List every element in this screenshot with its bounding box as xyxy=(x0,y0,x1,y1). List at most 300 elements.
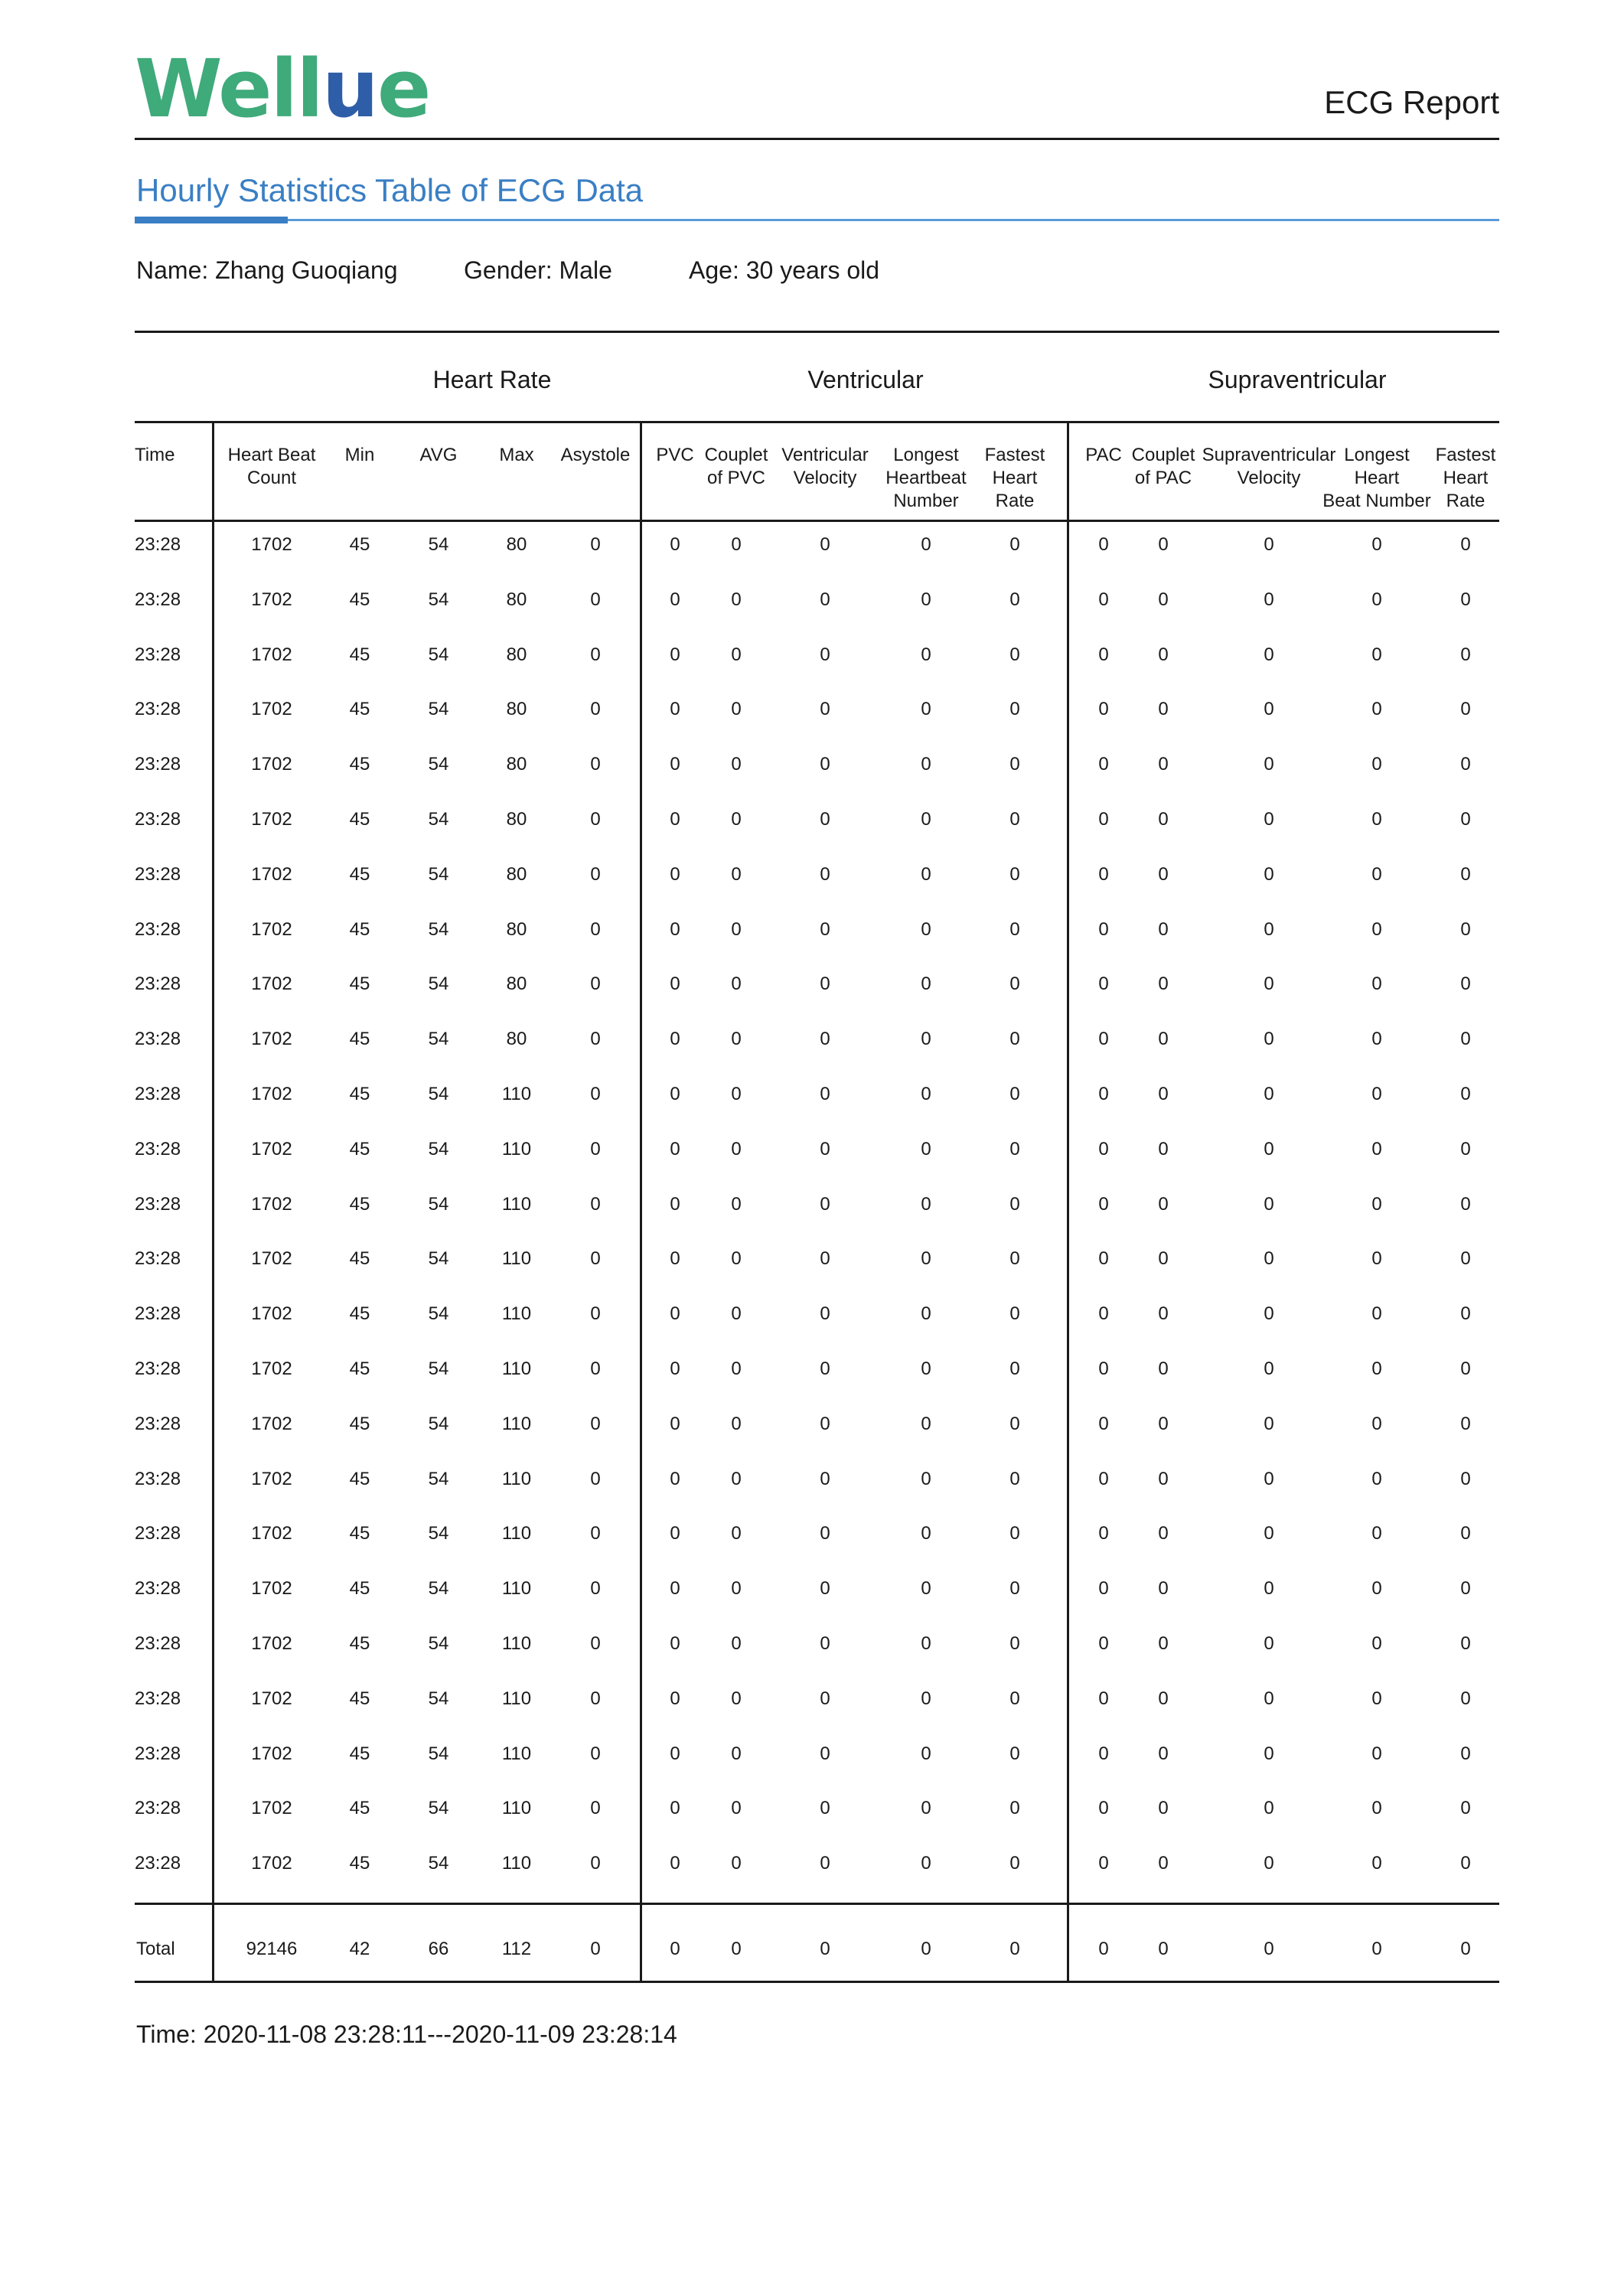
table-cell: 0 xyxy=(1460,1468,1471,1489)
column-header xyxy=(1436,444,1496,513)
column-header-line: Longest xyxy=(893,445,959,465)
table-cell: 0 xyxy=(590,809,601,830)
table-cell: 45 xyxy=(349,589,370,610)
table-cell: 0 xyxy=(1009,1358,1020,1379)
table-cell: 54 xyxy=(428,1798,449,1819)
table-cell: 80 xyxy=(506,699,527,720)
table-cell: 0 xyxy=(670,1743,680,1764)
row-time: 23:28 xyxy=(135,1688,181,1709)
table-cell: 0 xyxy=(731,863,742,885)
table-cell: 0 xyxy=(670,1193,680,1215)
table-cell: 0 xyxy=(1264,644,1274,665)
table-cell: 0 xyxy=(1371,1358,1382,1379)
row-time: 23:28 xyxy=(135,863,181,885)
table-cell: 0 xyxy=(1264,1853,1274,1874)
column-header-line: Fastest xyxy=(1435,445,1496,465)
table-cell: 54 xyxy=(428,1248,449,1270)
table-cell: 0 xyxy=(820,534,830,555)
table-cell: 1702 xyxy=(251,754,292,775)
column-header-line: Beat Number xyxy=(1322,491,1431,511)
table-cell: 0 xyxy=(1009,1084,1020,1104)
table-cell: 0 xyxy=(1158,1358,1169,1379)
table-cell: 0 xyxy=(1371,1853,1382,1874)
table-cell: 54 xyxy=(428,699,449,720)
table-cell: 1702 xyxy=(251,1743,292,1764)
group-header: Supraventricular xyxy=(1208,366,1387,393)
table-cell: 0 xyxy=(590,1633,601,1654)
table-total-rule xyxy=(135,1903,1499,1905)
table-cell: 0 xyxy=(820,1303,830,1325)
table-cell: 0 xyxy=(1264,1193,1274,1215)
table-cell: 0 xyxy=(731,1413,742,1434)
patient-name: Name: Zhang Guoqiang xyxy=(136,256,398,284)
table-cell: 110 xyxy=(501,1413,532,1434)
table-cell: 0 xyxy=(1371,1523,1382,1544)
row-time: 23:28 xyxy=(135,589,181,610)
table-cell: 0 xyxy=(1098,1193,1109,1215)
table-cell: 0 xyxy=(1098,918,1109,940)
column-header-line: Ventricular xyxy=(781,445,869,465)
row-time: 23:28 xyxy=(135,809,181,830)
table-cell: 0 xyxy=(731,1523,742,1544)
table-cell: 0 xyxy=(1009,1523,1020,1544)
table-cell: 0 xyxy=(590,1029,601,1050)
table-cell: 0 xyxy=(1098,1633,1109,1654)
table-cell: 54 xyxy=(428,1193,449,1215)
table-cell: 0 xyxy=(731,1633,742,1654)
table-cell: 0 xyxy=(1264,1084,1274,1104)
row-time: 23:28 xyxy=(135,699,181,720)
table-cell: 54 xyxy=(428,1358,449,1379)
table-cell: 0 xyxy=(590,534,601,555)
table-cell: 0 xyxy=(820,589,830,610)
table-cell: 0 xyxy=(1098,863,1109,885)
total-cell: 0 xyxy=(590,1939,601,1959)
table-cell: 0 xyxy=(1371,1193,1382,1215)
table-cell: 45 xyxy=(349,699,370,720)
table-cell: 0 xyxy=(921,1084,931,1104)
table-cell: 0 xyxy=(1264,754,1274,775)
table-cell: 0 xyxy=(1371,699,1382,720)
total-cell: 66 xyxy=(428,1939,449,1959)
table-cell: 0 xyxy=(1460,1358,1471,1379)
table-cell: 54 xyxy=(428,1578,449,1600)
table-cell: 45 xyxy=(349,974,370,995)
column-header-line: Number xyxy=(893,491,959,511)
table-cell: 0 xyxy=(1098,1029,1109,1050)
table-cell: 0 xyxy=(1009,1468,1020,1489)
table-cell: 0 xyxy=(921,699,931,720)
column-header xyxy=(781,444,868,490)
table-cell: 0 xyxy=(670,1413,680,1434)
table-cell: 45 xyxy=(349,1743,370,1764)
table-cell: 0 xyxy=(670,809,680,830)
table-cell: 0 xyxy=(1264,1743,1274,1764)
table-cell: 1702 xyxy=(251,863,292,885)
table-cell: 0 xyxy=(731,1358,742,1379)
column-header xyxy=(345,444,375,467)
table-cell: 0 xyxy=(1158,1303,1169,1325)
table-cell: 45 xyxy=(349,1248,370,1270)
column-header-line: Rate xyxy=(1446,491,1485,511)
column-header-line: Max xyxy=(499,445,534,465)
total-cell: 112 xyxy=(501,1939,532,1959)
table-cell: 1702 xyxy=(251,1468,292,1489)
table-cell: 45 xyxy=(349,1578,370,1600)
table-cell: 0 xyxy=(1371,1084,1382,1104)
table-cell: 0 xyxy=(1009,1578,1020,1600)
table-cell: 0 xyxy=(731,1578,742,1600)
table-cell: 0 xyxy=(1158,534,1169,555)
table-cell: 0 xyxy=(590,699,601,720)
table-cell: 0 xyxy=(820,1468,830,1489)
row-time: 23:28 xyxy=(135,534,181,555)
table-cell: 0 xyxy=(1371,644,1382,665)
table-cell: 110 xyxy=(501,1853,532,1874)
column-header xyxy=(1202,444,1336,490)
table-cell: 110 xyxy=(501,1084,532,1104)
table-cell: 0 xyxy=(670,699,680,720)
column-header-line: Heart xyxy=(1443,468,1489,488)
table-cell: 0 xyxy=(670,1084,680,1104)
table-cell: 0 xyxy=(820,754,830,775)
table-cell: 0 xyxy=(731,644,742,665)
table-cell: 0 xyxy=(590,918,601,940)
table-cell: 54 xyxy=(428,1084,449,1104)
table-cell: 0 xyxy=(670,1853,680,1874)
table-cell: 0 xyxy=(1009,1138,1020,1159)
table-cell: 0 xyxy=(590,1358,601,1379)
table-cell: 0 xyxy=(1264,1688,1274,1709)
table-cell: 110 xyxy=(501,1193,532,1215)
table-cell: 0 xyxy=(820,699,830,720)
table-cell: 110 xyxy=(501,1138,532,1159)
patient-gender: Gender: Male xyxy=(464,256,612,284)
table-cell: 0 xyxy=(670,644,680,665)
table-cell: 0 xyxy=(1460,699,1471,720)
table-cell: 0 xyxy=(1371,1688,1382,1709)
table-cell: 0 xyxy=(1009,1413,1020,1434)
table-cell: 0 xyxy=(1158,1633,1169,1654)
table-cell: 1702 xyxy=(251,1413,292,1434)
table-cell: 0 xyxy=(670,1029,680,1050)
table-cell: 0 xyxy=(1009,1029,1020,1050)
table-cell: 0 xyxy=(820,1248,830,1270)
table-cell: 80 xyxy=(506,863,527,885)
row-time: 23:28 xyxy=(135,1248,181,1270)
column-header-line: PVC xyxy=(656,445,694,465)
table-cell: 0 xyxy=(921,1853,931,1874)
table-cell: 0 xyxy=(670,1578,680,1600)
table-cell: 0 xyxy=(670,1468,680,1489)
table-cell: 0 xyxy=(670,1248,680,1270)
table-cell: 54 xyxy=(428,1633,449,1654)
table-cell: 0 xyxy=(921,1413,931,1434)
row-time: 23:28 xyxy=(135,1358,181,1379)
table-cell: 54 xyxy=(428,1468,449,1489)
table-cell: 0 xyxy=(1371,1743,1382,1764)
table-cell: 54 xyxy=(428,1743,449,1764)
column-header-line: Heartbeat xyxy=(885,468,967,488)
table-cell: 1702 xyxy=(251,918,292,940)
table-cell: 0 xyxy=(1158,1798,1169,1819)
table-cell: 0 xyxy=(590,1138,601,1159)
table-cell: 0 xyxy=(1158,1248,1169,1270)
table-cell: 0 xyxy=(921,918,931,940)
table-cell: 0 xyxy=(1009,534,1020,555)
table-cell: 0 xyxy=(1371,1578,1382,1600)
table-cell: 0 xyxy=(1460,644,1471,665)
row-time: 23:28 xyxy=(135,1138,181,1159)
table-cell: 54 xyxy=(428,1853,449,1874)
table-cell: 0 xyxy=(921,974,931,995)
table-cell: 0 xyxy=(670,1688,680,1709)
table-cell: 0 xyxy=(1460,1798,1471,1819)
table-cell: 45 xyxy=(349,1688,370,1709)
column-header-line: of PAC xyxy=(1134,468,1192,488)
table-cell: 0 xyxy=(1371,534,1382,555)
table-cell: 45 xyxy=(349,1193,370,1215)
column-header-line: Asystole xyxy=(560,445,631,465)
table-cell: 1702 xyxy=(251,1853,292,1874)
column-header xyxy=(561,444,631,467)
column-header-line: Fastest xyxy=(984,445,1045,465)
column-header-line: Count xyxy=(246,468,297,488)
table-cell: 1702 xyxy=(251,699,292,720)
table-cell: 0 xyxy=(820,974,830,995)
table-cell: 0 xyxy=(731,1743,742,1764)
table-cell: 0 xyxy=(1264,863,1274,885)
table-bottom-rule xyxy=(135,1981,1499,1983)
table-cell: 0 xyxy=(670,1798,680,1819)
table-cell: 0 xyxy=(820,1029,830,1050)
table-cell: 0 xyxy=(1098,644,1109,665)
table-cell: 54 xyxy=(428,863,449,885)
table-cell: 0 xyxy=(1371,974,1382,995)
table-cell: 0 xyxy=(1009,1248,1020,1270)
total-cell: 0 xyxy=(1158,1939,1169,1959)
table-cell: 0 xyxy=(731,1193,742,1215)
table-cell: 0 xyxy=(1098,1248,1109,1270)
table-cell: 0 xyxy=(590,1248,601,1270)
table-cell: 0 xyxy=(820,863,830,885)
total-cell: 0 xyxy=(921,1939,931,1959)
table-cell: 0 xyxy=(590,863,601,885)
report-title: ECG Report xyxy=(1324,84,1499,120)
table-cell: 45 xyxy=(349,1138,370,1159)
table-cell: 0 xyxy=(1371,589,1382,610)
table-cell: 45 xyxy=(349,1358,370,1379)
table-cell: 0 xyxy=(1460,1413,1471,1434)
table-cell: 0 xyxy=(1158,699,1169,720)
table-cell: 0 xyxy=(670,534,680,555)
table-cell: 0 xyxy=(1098,1413,1109,1434)
table-cell: 0 xyxy=(921,1303,931,1325)
table-cell: 0 xyxy=(590,1084,601,1104)
table-cell: 0 xyxy=(1098,1358,1109,1379)
column-header-line: Couplet xyxy=(1131,445,1195,465)
table-cell: 45 xyxy=(349,1798,370,1819)
table-cell: 0 xyxy=(1460,809,1471,830)
table-cell: 0 xyxy=(921,1029,931,1050)
group-header: Ventricular xyxy=(807,366,924,393)
column-header xyxy=(885,444,966,513)
table-cell: 0 xyxy=(1098,809,1109,830)
table-cell: 0 xyxy=(820,1193,830,1215)
column-header-line: Supraventricular xyxy=(1202,445,1336,465)
table-cell: 0 xyxy=(1009,1853,1020,1874)
table-cell: 45 xyxy=(349,644,370,665)
table-cell: 0 xyxy=(1264,1798,1274,1819)
table-cell: 0 xyxy=(921,1523,931,1544)
table-cell: 0 xyxy=(1460,1688,1471,1709)
table-cell: 0 xyxy=(820,1523,830,1544)
table-cell: 110 xyxy=(501,1358,532,1379)
table-cell: 0 xyxy=(731,1688,742,1709)
table-cell: 0 xyxy=(590,1688,601,1709)
column-header xyxy=(420,444,458,467)
table-cell: 0 xyxy=(1371,1138,1382,1159)
table-cell: 0 xyxy=(1460,1193,1471,1215)
row-time: 23:28 xyxy=(135,1029,181,1050)
table-cell: 80 xyxy=(506,1029,527,1050)
table-cell: 0 xyxy=(1158,1688,1169,1709)
total-cell: 0 xyxy=(731,1939,742,1959)
table-cell: 1702 xyxy=(251,974,292,995)
column-header xyxy=(1085,444,1122,467)
table-cell: 0 xyxy=(1009,754,1020,775)
table-cell: 0 xyxy=(1371,1413,1382,1434)
column-header xyxy=(135,444,174,467)
row-time: 23:28 xyxy=(135,1633,181,1654)
table-cell: 45 xyxy=(349,534,370,555)
table-cell: 1702 xyxy=(251,1248,292,1270)
table-cell: 0 xyxy=(1460,918,1471,940)
wellue-logo: Wellue xyxy=(135,42,430,135)
table-cell: 45 xyxy=(349,863,370,885)
table-cell: 0 xyxy=(921,589,931,610)
table-cell: 0 xyxy=(1158,1853,1169,1874)
table-cell: 54 xyxy=(428,1688,449,1709)
divider-time xyxy=(212,423,214,1981)
row-time: 23:28 xyxy=(135,1193,181,1215)
table-cell: 0 xyxy=(1098,589,1109,610)
table-cell: 0 xyxy=(1264,699,1274,720)
table-cell: 45 xyxy=(349,1853,370,1874)
table-cell: 0 xyxy=(1264,809,1274,830)
table-cell: 0 xyxy=(921,754,931,775)
table-cell: 45 xyxy=(349,1468,370,1489)
table-cell: 0 xyxy=(820,1853,830,1874)
table-cell: 45 xyxy=(349,1633,370,1654)
table-cell: 0 xyxy=(921,1578,931,1600)
table-cell: 54 xyxy=(428,1413,449,1434)
table-cell: 0 xyxy=(731,1138,742,1159)
table-cell: 0 xyxy=(921,863,931,885)
row-time: 23:28 xyxy=(135,1798,181,1819)
table-cell: 0 xyxy=(921,1358,931,1379)
table-cell: 1702 xyxy=(251,1084,292,1104)
table-cell: 0 xyxy=(1460,1084,1471,1104)
table-cell: 0 xyxy=(1158,1084,1169,1104)
table-cell: 80 xyxy=(506,974,527,995)
row-time: 23:28 xyxy=(135,1084,181,1104)
table-cell: 0 xyxy=(1098,1853,1109,1874)
time-range: Time: 2020-11-08 23:28:11---2020-11-09 23:28:14 xyxy=(136,2020,677,2048)
table-cell: 0 xyxy=(731,1084,742,1104)
column-header-line: of PVC xyxy=(706,468,766,488)
column-header-line: Velocity xyxy=(1237,468,1301,488)
header-divider xyxy=(135,138,1499,140)
table-cell: 110 xyxy=(501,1633,532,1654)
table-cell: 0 xyxy=(670,754,680,775)
table-cell: 0 xyxy=(820,1084,830,1104)
table-cell: 0 xyxy=(820,1413,830,1434)
table-cell: 0 xyxy=(670,1523,680,1544)
table-cell: 0 xyxy=(1264,534,1274,555)
table-cell: 0 xyxy=(1158,1743,1169,1764)
divider-heart-rate xyxy=(640,423,642,1981)
table-cell: 1702 xyxy=(251,1138,292,1159)
table-cell: 0 xyxy=(1158,589,1169,610)
column-header xyxy=(705,444,768,490)
table-cell: 80 xyxy=(506,534,527,555)
table-cell: 0 xyxy=(1460,534,1471,555)
column-header xyxy=(985,444,1045,513)
table-cell: 0 xyxy=(820,1798,830,1819)
table-cell: 1702 xyxy=(251,1798,292,1819)
table-cell: 0 xyxy=(820,1743,830,1764)
table-cell: 0 xyxy=(1009,863,1020,885)
table-cell: 0 xyxy=(1371,1029,1382,1050)
table-cell: 45 xyxy=(349,809,370,830)
table-cell: 0 xyxy=(1460,1138,1471,1159)
table-top-rule xyxy=(135,331,1499,333)
table-cell: 0 xyxy=(1158,974,1169,995)
table-cell: 0 xyxy=(1264,1358,1274,1379)
table-cell: 1702 xyxy=(251,1303,292,1325)
table-cell: 0 xyxy=(1009,809,1020,830)
table-cell: 0 xyxy=(1009,1303,1020,1325)
table-cell: 0 xyxy=(1098,1578,1109,1600)
table-cell: 54 xyxy=(428,754,449,775)
table-cell: 0 xyxy=(731,754,742,775)
table-cell: 80 xyxy=(506,589,527,610)
section-divider-accent xyxy=(135,217,288,223)
table-cell: 54 xyxy=(428,1138,449,1159)
table-cell: 0 xyxy=(1009,1798,1020,1819)
table-cell: 0 xyxy=(820,644,830,665)
table-cell: 80 xyxy=(506,809,527,830)
table-cell: 0 xyxy=(731,1798,742,1819)
table-cell: 1702 xyxy=(251,1633,292,1654)
table-cell: 0 xyxy=(590,1413,601,1434)
table-cell: 0 xyxy=(1098,1138,1109,1159)
table-cell: 110 xyxy=(501,1688,532,1709)
table-cell: 0 xyxy=(670,918,680,940)
table-cell: 0 xyxy=(820,1138,830,1159)
table-cell: 0 xyxy=(1158,754,1169,775)
table-cell: 0 xyxy=(1371,1798,1382,1819)
table-cell: 0 xyxy=(1460,1523,1471,1544)
table-cell: 0 xyxy=(1460,974,1471,995)
table-cell: 0 xyxy=(731,809,742,830)
column-header-line: Couplet xyxy=(704,445,768,465)
table-cell: 0 xyxy=(590,1193,601,1215)
table-cell: 0 xyxy=(1371,1633,1382,1654)
table-cell: 0 xyxy=(1460,754,1471,775)
table-cell: 0 xyxy=(921,1193,931,1215)
